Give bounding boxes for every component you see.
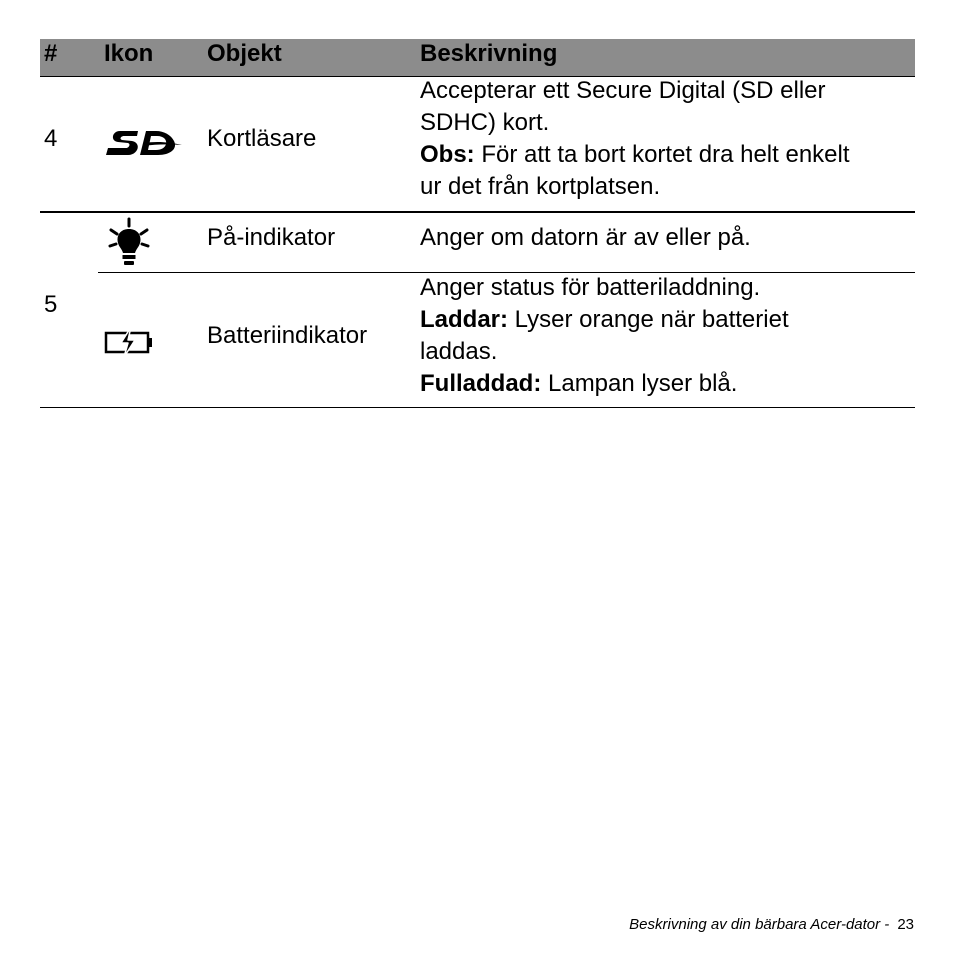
page-footer bbox=[629, 916, 914, 933]
table-bottom-border bbox=[40, 407, 915, 408]
object-description: Anger status för batteriladdning. Laddar: Lyser orange när batteriet laddas. Fulladdad: Lampan lyser blå. bbox=[420, 274, 789, 397]
page-number: 23 bbox=[897, 916, 914, 933]
battery-indicator-icon bbox=[104, 326, 154, 358]
object-name: På-indikator bbox=[207, 224, 336, 251]
object-name: Kortläsare bbox=[207, 125, 317, 152]
object-name: Batteriindikator bbox=[207, 322, 368, 349]
footer-text: Beskrivning av din bärbara Acer-dator - bbox=[629, 916, 890, 933]
lightbulb-icon bbox=[106, 217, 152, 267]
object-description: Accepterar ett Secure Digital (SD eller SDHC) kort. Obs: För att ta bort kortet dra helt enkelt ur det från kortplatsen. bbox=[420, 77, 850, 200]
row-number: 4 bbox=[44, 125, 58, 152]
header-description: Beskrivning bbox=[420, 40, 558, 67]
header-num: # bbox=[44, 40, 58, 67]
row-number: 5 bbox=[44, 291, 58, 318]
table-header bbox=[40, 39, 915, 77]
header-object: Objekt bbox=[207, 40, 282, 67]
header-icon: Ikon bbox=[104, 40, 154, 67]
row-divider bbox=[40, 211, 915, 213]
object-description: Anger om datorn är av eller på. bbox=[420, 224, 751, 251]
sd-card-icon bbox=[104, 127, 184, 159]
